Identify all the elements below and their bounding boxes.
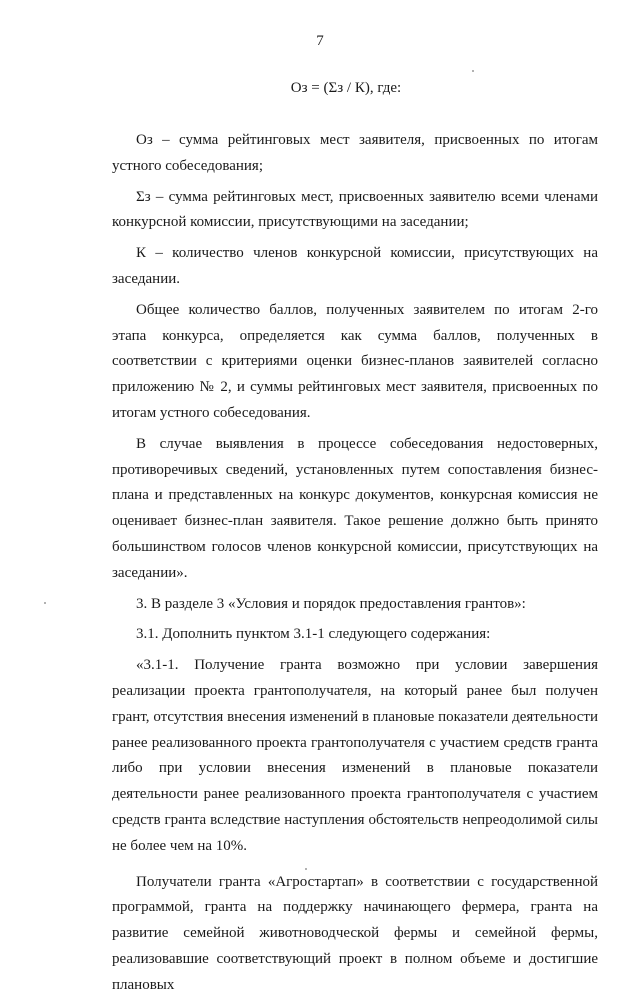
paragraph-unreliable-info: В случае выявления в процессе собеседования недостоверных, противоречивых сведений, установленных путем сопоставления бизнес-плана и представленных на конкурс документов, конкурсная комиссия не оценивает бизнес-план заявителя. Такое решение должно быть принято большинством голосов членов конкурсной комиссии, присутствующих на заседании». [112,435,598,581]
paragraph-section-3: 3. В разделе 3 «Условия и порядок предоставления грантов»: [136,595,526,612]
paragraph-oz-definition: Оз – сумма рейтинговых мест заявителя, присвоенных по итогам устного собеседования; [112,132,598,174]
paragraph-sigma-definition: Σз – сумма рейтинговых мест, присвоенных заявителю всеми членами конкурсной комиссии, присутствующими на заседании; [112,188,598,231]
paragraph-grant-recipients: Получатели гранта «Агростартап» в соответствии с государственной программой, гранта на поддержку начинающего фермера, гранта на развитие семейной животноводческой фермы и семейной фермы, реализовавшие соответствующий проект в полном объеме и достигшие плановых [112,873,598,993]
scan-speck [305,868,307,870]
paragraph-k-definition: К – количество членов конкурсной комиссии, присутствующих на заседании. [112,245,598,287]
paragraph-item-3-1-1: «3.1-1. Получение гранта возможно при условии завершения реализации проекта грантополучателя, на который ранее был получен грант, отсутствия внесения изменений в плановые показатели деятельности ранее реализованного проекта грантополучателя с участием средств гранта либо при условии внесения изменений в плановые показатели деятельности ранее реализованного проекта грантополучателя с участием средств гранта вследствие наступления обстоятельств непреодолимой силы не более чем на 10%. [112,657,598,854]
page-number: 7 [316,33,324,49]
document-body [112,128,598,999]
scan-speck [44,602,46,604]
formula: Оз = (Σз / К), где: [290,80,402,96]
paragraph-item-3-1: 3.1. Дополнить пунктом 3.1-1 следующего содержания: [136,626,491,643]
paragraph-total-score: Общее количество баллов, полученных заявителем по итогам 2-го этапа конкурса, определяется как сумма баллов, полученных в соответствии с критериями оценки бизнес-планов заявителей согласно приложению № 2, и суммы рейтинговых мест заявителя, присвоенных по итогам устного собеседования. [112,301,598,421]
scan-speck [472,70,474,72]
